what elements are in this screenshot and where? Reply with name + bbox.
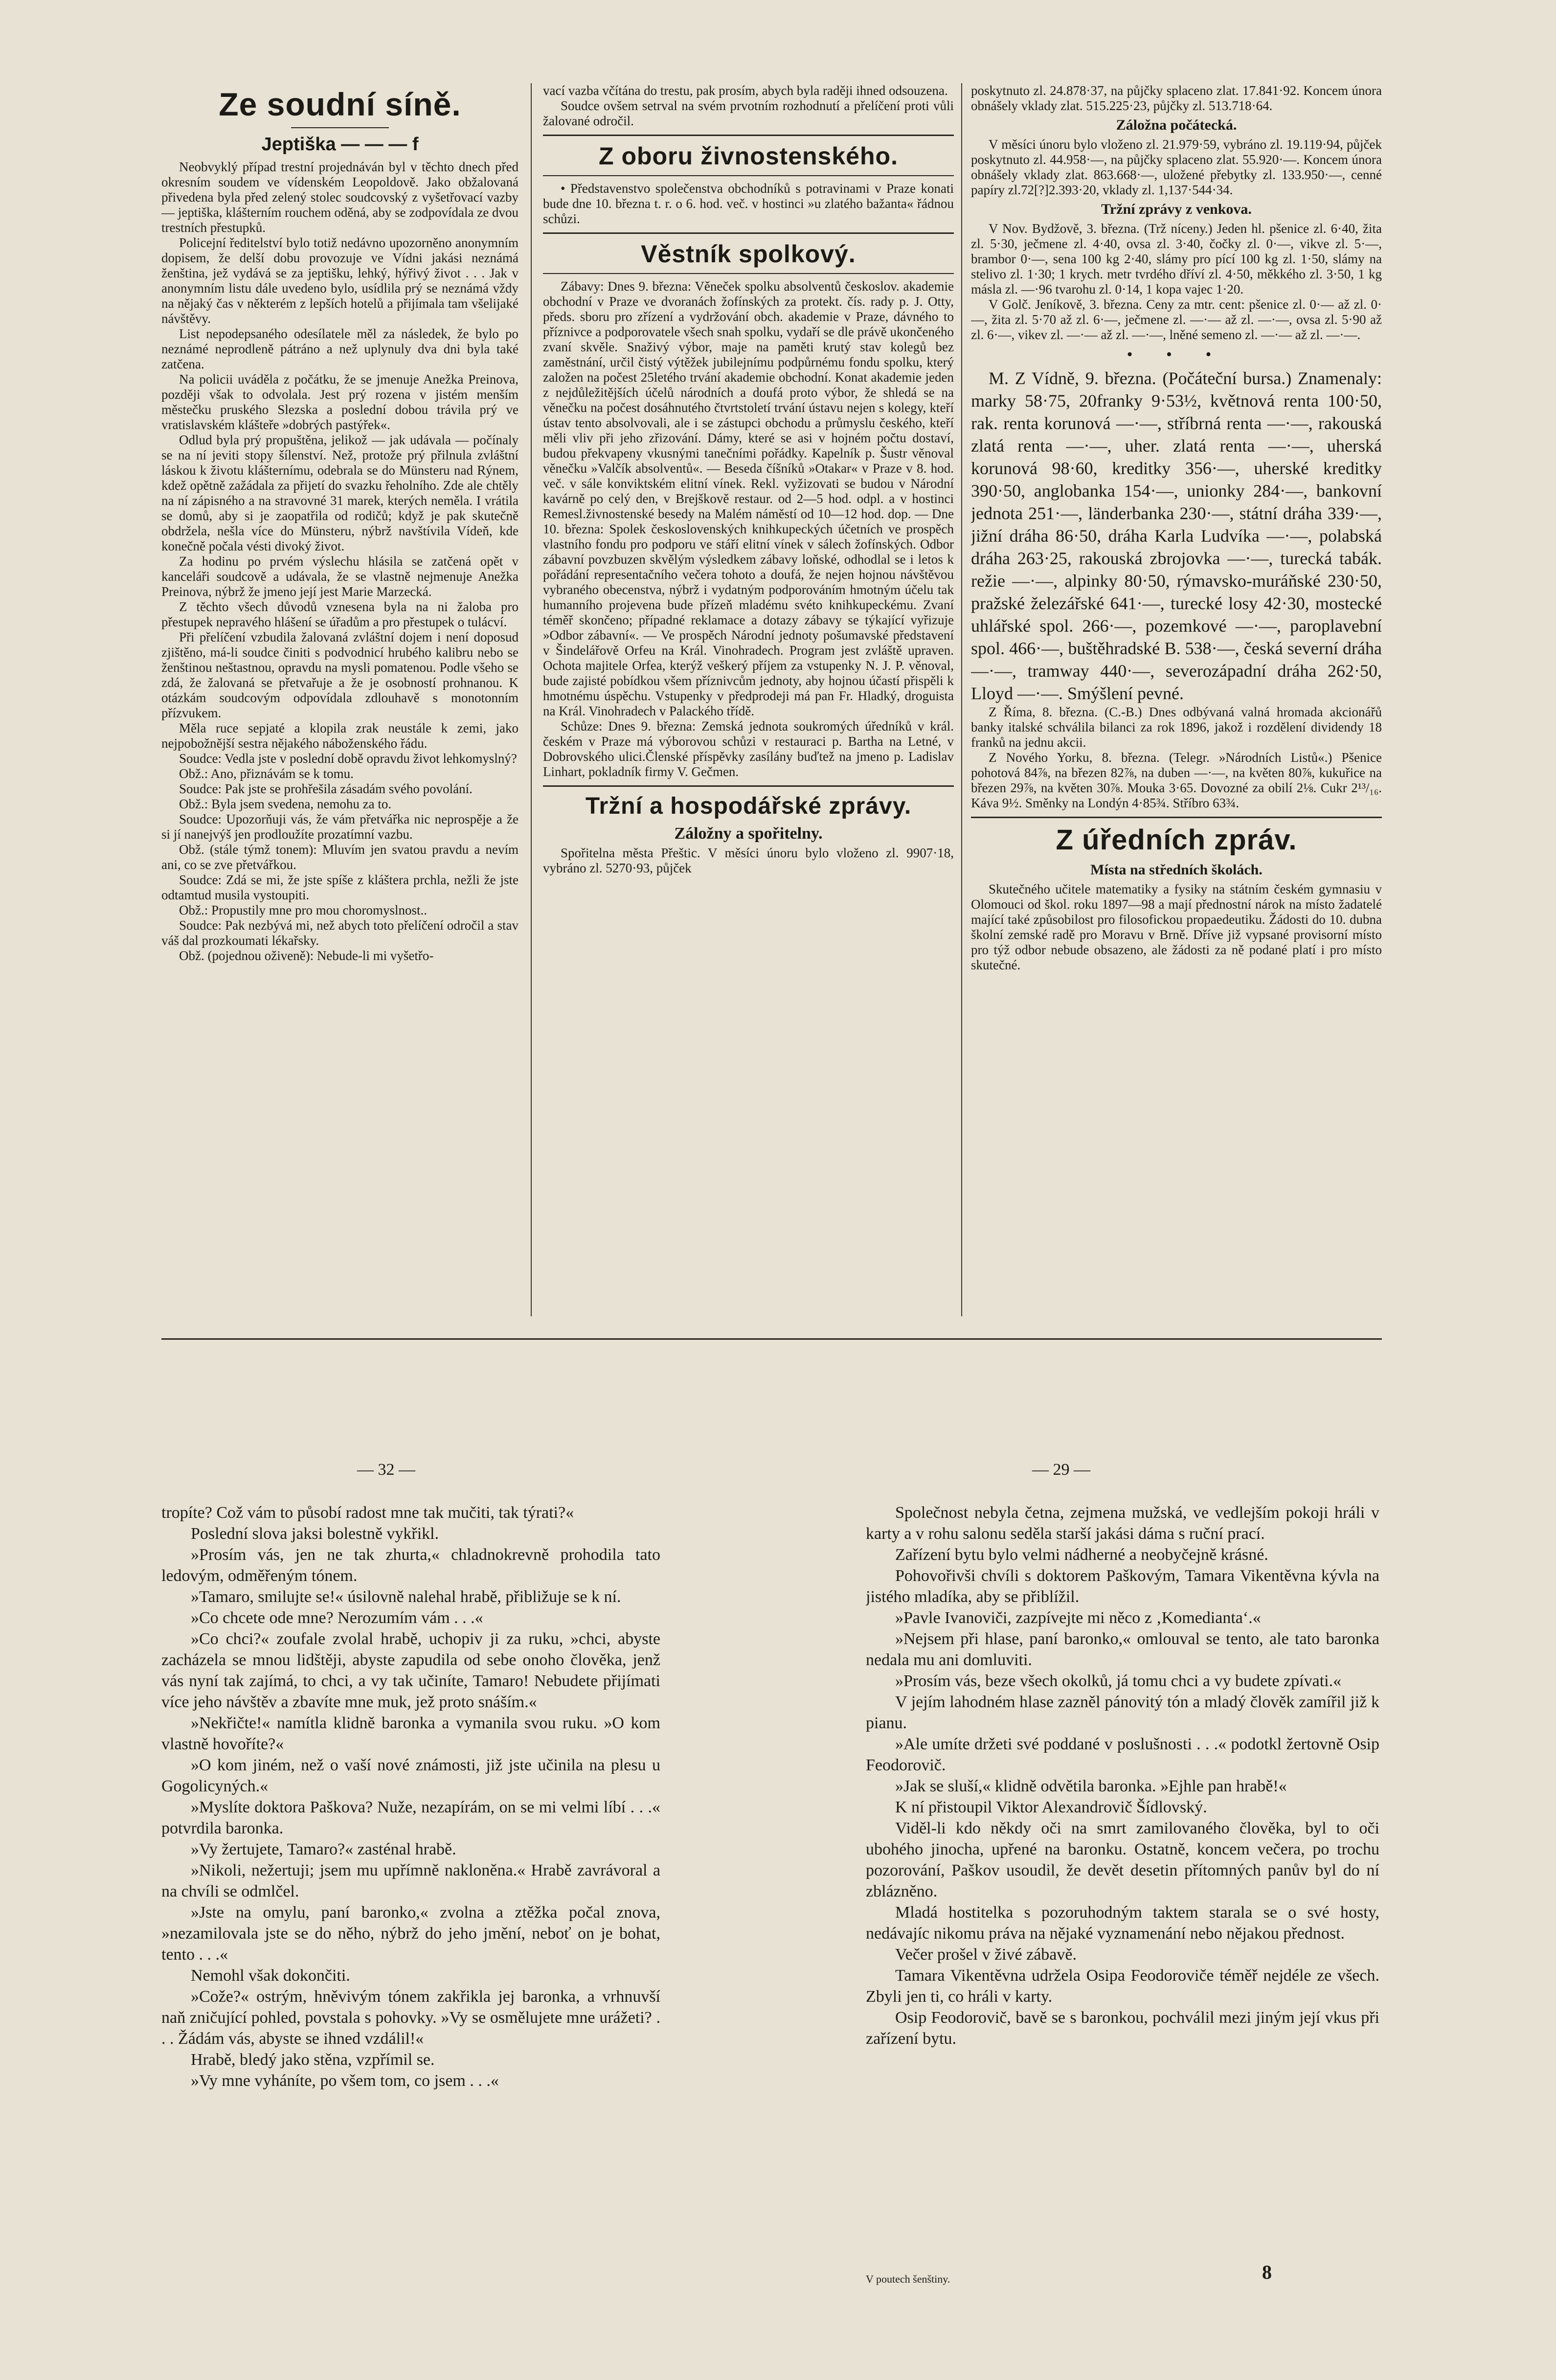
divider: [543, 785, 954, 787]
paragraph: »Myslíte doktora Paškova? Nuže, nezapírám, on se mi velmi líbí . . .« potvrdila baronka.: [161, 1798, 660, 1837]
article-body-nun: [161, 160, 519, 963]
subsection-title-savings: Záložny a spořitelny.: [674, 824, 823, 843]
paragraph: V jejím lahodném hlase zazněl pánovitý tón a mladý člověk zamířil již k pianu.: [866, 1693, 1379, 1732]
paragraph: Soudce: Vedla jste v poslední době opravdu život lehkomyslný?: [179, 751, 517, 766]
paragraph: Obž. (stále týmž tonem): Mluvím jen svatou pravdu a nevím ani, co se zve přetvářkou.: [161, 842, 519, 872]
paragraph: tropíte? Což vám to působí radost mne tak mučiti, tak týrati?«: [161, 1504, 574, 1522]
divider: [543, 135, 954, 136]
paragraph: »Cože?« ostrým, hněvivým tónem zakřikla jej baronka, a vrhnuvší naň zničující pohled, povstala s pohovky. »Vy se osmělujete mne urážeti? . . . Žádám vás, abyste se ihned vzdálil!«: [161, 1988, 660, 2048]
paragraph-stock-exchange: M. Z Vídně, 9. března. (Počáteční bursa.) Znamenaly: marky 58·75, 20franky 9·53½, květnová renta 100·50, rak. renta korunová —·—, stříbrná renta —·—, rakouská zlatá renta —·—, uher. zlatá renta —·—, uherská korunová 98·60, kreditky 356·—, uherské kreditky 390·50, anglobanka 154·—, unionky 284·—, bankovní jednota 251·—, länderbanka 230·—, státní dráha 339·—, jižní dráha 86·50, dráha Karla Ludvíka —·—, polabská dráha 263·25, rakouská zbrojovka —·—, turecká tabák. režie —·—, alpinky 80·50, rýmavsko-muráňské 230·50, pražské železářské 641·—, turecké losy 42·30, mostecké uhlářské spol. 266·—, pozemkové —·—, paroplavební spol. 466·—, buštěhradské B. 538·—, česká severní dráha —·—, tramway 440·—, severozápadní dráha 262·50, Lloyd —·—. Smýšlení pevné.: [971, 368, 1382, 703]
paragraph: Skutečného učitele matematiky a fysiky na státním českém gymnasiu v Olomouci od škol. roku 1897—98 a mají přednostní nárok na místo žadatelé mající také způsobilost pro filosofickou propaedeutiku. Žádosti do 10. dubna školní zemské radě pro Moravu v Brně. Dříve již vypsané provisorní místo pro týž odbor nebude obsazeno, ale žádosti za ně podané platí i pro místo skutečné.: [971, 882, 1382, 972]
paragraph: Z těchto všech důvodů vznesena byla na ni žaloba pro přestupek nepravého hlášení se úřadům a pro přestupek o tulácví.: [161, 599, 519, 629]
paragraph: Při přelíčení vzbudila žalovaná zvláštní dojem i není doposud zjištěno, má-li soudce činiti s podvodnicí hrubého kalibru nebo se ženštinou neštastnou, opravdu na mysli pomatenou. Podle všeho se zdá, že žalovaná se přetvařuje a že je osobností prohnanou. K otázkám soudcovým odpovídala zdlouhavě s monotonním přízvukem.: [161, 630, 519, 720]
paragraph: Zábavy: Dnes 9. března: Věneček spolku absolventů českoslov. akademie obchodní v Praze ve dvoranách žofínských za protekt. čís. rady p. J. Otty, předs. sboru pro zřízení a vydržování obch. akademie v Praze, dávného to příznivce a podporovatele všech snah spolku, vydaří se dle právě ukončeného zvaní skvěle. Snaživý výbor, maje na paměti krutý stav kolegů bez zaměstnání, určil čistý výtěžek jubilejnímu podpůrnému fondu spolku, který založen na počest 25letého trvání akademie obchodní. Konat akademie jeden z nejdůležitějších účelů národních a doufá proto výbor, že shledá se na věnečku na počest dosáhnutého čtvrtstoletí trvání ústavu nejen s kolegy, kteří ústav tento absolvovali, ale i se zástupci obchodu a průmyslu českého, kteří měli vliv při jeho zřizování. Dámy, které se asi v hojném počtu dostaví, budou překvapeny vkusnými tanečními pořádky. Kapelník p. Šustr věnoval věnečku »Valčík absolventů«. — Beseda číšníků »Otakar« v Praze v 8. hod. več. v sále konviktském elitní vínek. Rekl. vyžizovati se budou v Národní kavárně po celý den, v Brejškově restaur. od 2—5 hod. odpl. a v hostinci Remesl.živnostenské besedy na Malém náměstí od 10—12 hod. dop. — Dne 10. března: Spolek československých knihkupeckých účetních ve prospěch vlastního fondu pro podporu ve stáří elitní vínek v sálech žofínských. Odbor zábavní povzbuzen skvělým výsledkem zábavy loňské, odhodlal se i letos k pořádání representačního večera tohoto a doufá, že nejen hojnou návštěvou vybraného obecenstva, nýbrž i vydatným podporováním hmotným účelu tak humanního projevena bude přízeň mladému svéto knihkupeckému. Zvaní téměř skončeno; případné reklamace a dotazy zábavy se týkající vyřizuje »Odbor zábavní«. — Ve prospěch Národní jednoty pošumavské představení v Šindelářově Orfeu na Král. Vinohradech. Program jest zvláště upraven. Ochota majitele Orfea, kterýž veškerý příjem za vstupenky N. J. P. věnoval, bude zajisté pobídkou všem příznivcům jednoty, aby hojnou účastí přispěli k hmotnému úspěchu. Vstupenky v předprodeji má pan Fr. Hladký, droguista na Král. Vinohradech v Palackého třídě.: [543, 279, 954, 718]
book-page-left: [161, 1502, 660, 2246]
column-rule: [961, 83, 962, 1316]
paragraph: »Ale umíte držeti své poddané v poslušnosti . . .« podotkl žertovně Osip Feodorovič.: [866, 1735, 1379, 1774]
subsection-title: Místa na středních školách.: [1090, 862, 1263, 878]
bottom-rule-upper: [161, 1338, 1382, 1340]
book-page-right: [866, 1502, 1379, 2246]
paragraph: »Vy žertujete, Tamaro?« zasténal hrabě.: [191, 1840, 456, 1858]
sheet-number: 8: [1262, 2261, 1272, 2283]
subsection-title: Záložna počátecká.: [1116, 117, 1237, 133]
paragraph: »Vy mne vyháníte, po všem tom, co jsem . . .«: [191, 2072, 499, 2090]
book-footer-title: V poutech šenštiny.: [866, 2273, 950, 2285]
paragraph: »Jste na omylu, paní baronko,« zvolna a ztěžka počal znova, »nezamilovala jste se do něho, nýbrž do jeho jmění, neboť on je bohat, tento . . .«: [161, 1903, 660, 1964]
paragraph: »Nekřičte!« namítla klidně baronka a vymanila svou ruku. »O kom vlastně hovoříte?«: [161, 1714, 660, 1753]
paragraph: Odlud byla prý propuštěna, jelikož — jak udávala — počínaly se na ní jeviti stopy šílenství. Než, protože prý přilnula zvláštní láskou k životu klášternímu, odebrala se do Münsteru nad Rýnem, kdež opětně zažádala za přijetí do svazku řeholního. Zde ale chtěly na ní zápisného a na stravovné 31 marek, kterých neměla. I vrátila se domů, aby si je zaopatřila od rodičů; když je pak skutečně obdržela, nešla více do Münsteru, nýbrž navštívila Vídeň, kde konečně počala vésti divoký život.: [161, 433, 519, 553]
paragraph: Soudce: Zdá se mi, že jste spíše z kláštera prchla, nežli že jste odtamtud musila vystoupiti.: [161, 872, 519, 902]
section-headline-market: Tržní a hospodářské zprávy.: [585, 793, 912, 819]
paragraph: Policejní ředitelství bylo totiž nedávno upozorněno anonymním dopisem, že delší dobu provozuje ve Vídni jakási neznámá ženština, jež vydává se za jeptišku, lehký, hýřivý život . . . Jak v anonymním listu dále uvedeno bylo, usídlila prý se neznámá vždy na nějaký čas v některém z lepších hotelů a přijímala tam všelijaké návštěvy.: [161, 235, 519, 326]
left-column: [161, 83, 519, 1331]
divider: [971, 817, 1382, 818]
section-headline-clubs: Věstník spolkový.: [641, 240, 856, 268]
section-headline-official: Z úředních zpráv.: [1056, 824, 1297, 856]
paragraph: Viděl-li kdo někdy oči na smrt zamilovaného člověka, byl to oči ubohého jinocha, upřené na baronku. Ostatně, koncem večera, po trochu pozorování, Paškov usoudil, že devět desetin přítomných panův byl do ní zblázněno.: [866, 1819, 1379, 1900]
paragraph: Osip Feodorovič, bavě se s baronkou, pochválil mezi jiným její vkus při zařízení bytu.: [866, 2009, 1379, 2048]
divider: [543, 273, 954, 274]
paragraph: Společnost nebyla četna, zejmena mužská, ve vedlejším pokoji hráli v karty a v rohu salonu seděla starší jakási dáma s ruční prací.: [866, 1504, 1379, 1543]
paragraph: Obž. (pojednou oživeně): Nebude-li mi vyšetřo-: [179, 948, 434, 963]
subsection-title: Tržní zprávy z venkova.: [1101, 201, 1252, 217]
paragraph: »Prosím vás, beze všech okolků, já tomu chci a vy budete zpívati.«: [895, 1672, 1342, 1690]
page-number-left: — 32 —: [357, 1461, 415, 1479]
paragraph: V Golč. Jeníkově, 3. března. Ceny za mtr. cent: pšenice zl. 0·— až zl. 0·—, žita zl. 5·70 až zl. 6·—, ječmene zl. —·— až zl. —·—, ovsa zl. 5·90 až zl. 6·—, vikev zl. —·— až zl. —·—, lněné semeno zl. —·— až zl. —·—.: [971, 297, 1382, 342]
paragraph: Nemohl však dokončiti.: [191, 1967, 350, 1985]
paragraph: Soudce: Upozorňuji vás, že vám přetvářka nic neprospěje a že si jí nanejvýš jen prodloužíte prozatímní vazbu.: [161, 812, 519, 842]
paragraph: Neobvyklý případ trestní projednáván byl v těchto dnech před okresním soudem ve vídenském Leopoldově. Jako obžalovaná přivedena byla před zelený stolec soudcovský z vyšetřovací vazby — jeptiška, klášterním rouchem oděná, aby se zodpovídala ze dvou trestních přestupků.: [161, 160, 519, 235]
paragraph: »Prosím vás, jen ne tak zhurta,« chladnokrevně prohodila tato ledovým, odměřeným tónem.: [161, 1546, 660, 1585]
paragraph: vací vazba včítána do trestu, pak prosím, abych byla raději ihned odsouzena.: [543, 83, 948, 98]
paragraph: »Nejsem při hlase, paní baronko,« omlouval se tento, ale tato baronka nedala mu ani domluviti.: [866, 1630, 1379, 1669]
paragraph: »Co chcete ode mne? Nerozumím vám . . .«: [191, 1609, 483, 1627]
paragraph: Soudce: Pak nezbývá mi, než abych toto přelíčení odročil a stav váš dal prozkoumati lékařsky.: [161, 918, 519, 948]
section-headline-court: Ze soudní síně.: [219, 86, 461, 122]
paragraph: • Představenstvo společenstva obchodníků s potravinami v Praze konati bude dne 10. března t. r. o 6. hod. več. v hostinci »u zlatého bažanta« řádnou schůzi.: [543, 181, 954, 226]
paragraph: poskytnuto zl. 24.878·37, na půjčky splaceno zlat. 17.841·92. Koncem února obnášely vklady zlat. 515.225·23, půjčky zl. 513.718·64.: [971, 83, 1382, 113]
right-column: [971, 83, 1382, 1331]
column-rule: [531, 83, 532, 1316]
section-headline-trade: Z oboru živnostenského.: [599, 142, 898, 170]
paragraph: »Nikoli, nežertuji; jsem mu upřímně nakloněna.« Hrabě zavrávoral a na chvíli se odmlčel.: [161, 1861, 660, 1900]
paragraph: Spořitelna města Přeštic. V měsíci únoru bylo vloženo zl. 9907·18, vybráno zl. 5270·93, půjček: [543, 846, 954, 875]
paragraph: Obž.: Byla jsem svedena, nemohu za to.: [179, 797, 392, 811]
paragraph: Soudce: Pak jste se prohřešila zásadám svého povolání.: [179, 781, 473, 796]
paragraph: Tamara Vikentěvna udržela Osipa Feodoroviče téměř nejdéle ze všech. Zbyli jen ti, co hráli v karty.: [866, 1967, 1379, 2006]
paragraph: V měsíci únoru bylo vloženo zl. 21.979·59, vybráno zl. 19.119·94, půjček poskytnuto zl. 44.958·—, na půjčky splaceno zlat. 55.920·—. Koncem února obnášely vklady zlat. 863.668·—, uložené přebytky zl. 133.950·—, cenné papíry zl.72[?]2.393·20, vklady zl. 1,137·544·34.: [971, 137, 1382, 197]
paragraph: Měla ruce sepjaté a klopila zrak neustále k zemi, jako nejpobožnější sestra nějakého náboženského řádu.: [161, 721, 519, 751]
divider: [543, 232, 954, 234]
paragraph: »Jak se sluší,« klidně odvětila baronka. »Ejhle pan hrabě!«: [895, 1777, 1287, 1795]
separator-dots: • • •: [1127, 345, 1226, 364]
paragraph: Obž.: Ano, přiznávám se k tomu.: [179, 766, 354, 781]
paragraph: Z Nového Yorku, 8. března. (Telegr. »Národních Listů«.) Pšenice pohotová 84⅞, na březen 82⅞, na duben —·—, na květen 80⅞, kukuřice na březen 29⅞, na květen 30⅞. Mouka 3·65. Dovozné za obilí 2⅛. Cukr 2¹³/₁₆. Káva 9½. Směnky na Londýn 4·85¾. Stříbro 63¾.: [971, 750, 1382, 810]
paragraph: Poslední slova jaksi bolestně vykřikl.: [191, 1525, 439, 1543]
paragraph: Za hodinu po prvém výslechu hlásila se zatčená opět v kanceláři soudcově a udávala, že se vlastně nejmenuje Anežka Preinova, nýbrž že jmeno její jest Marie Marzecká.: [161, 554, 519, 599]
paragraph: V Nov. Bydžově, 3. března. (Trž nícenу.) Jeden hl. pšenice zl. 6·40, žita zl. 5·30, ječmene zl. 4·40, ovsa zl. 3·40, čočky zl. 0·—, vikve zl. 5·—, brambor 0·—, sena 100 kg 2·40, slámy pro pící 100 kg zl. 1·50, slámy na stelivo zl. 1·30; 1 krych. metr tvrdého dříví zl. 4·50, měkkého zl. 3·50, 1 kg másla zl. —·96 tvarohu zl. 0·14, 1 kopa vajec 1·20.: [971, 221, 1382, 297]
paragraph: »Tamaro, smilujte se!« úsilovně nalehal hrabě, přibližuje se k ní.: [191, 1588, 621, 1606]
paragraph: »Pavle Ivanoviči, zazpívejte mi něco z ‚Komedianta‘.«: [895, 1609, 1261, 1627]
divider: [291, 127, 389, 128]
paragraph: Obž.: Propustily mne pro mou choromyslnost..: [179, 903, 427, 917]
paragraph: Pohovořivši chvíli s doktorem Paškovým, Tamara Vikentěvna kývla na jistého mladíka, aby se přiblížil.: [866, 1567, 1379, 1606]
paragraph: K ní přistoupil Viktor Alexandrovič Šídlovský.: [895, 1798, 1207, 1816]
page-number-right: — 29 —: [1032, 1461, 1090, 1479]
paragraph: List nepodepsaného odesílatele měl za následek, že bylo po neznámé neprodleně pátráno a než uplynuly dva dni byla také zatčena.: [161, 326, 519, 371]
paragraph: Soudce ovšem setrval na svém prvotním rozhodnutí a přelíčení proti vůli žalované odročil.: [543, 98, 954, 128]
paragraph: Mladá hostitelka s pozoruhodným taktem starala se o své hosty, nedávajíc nikomu práva na nějaké vyznamenání nebo nějakou přednost.: [866, 1903, 1379, 1943]
paragraph: Zařízení bytu bylo velmi nádherné a neobyčejně krásné.: [895, 1546, 1268, 1564]
paragraph: Hrabě, bledý jako stěna, vzpřímil se.: [191, 2051, 435, 2069]
paragraph: Večer prošel v živé zábavě.: [895, 1945, 1077, 1964]
paragraph: »Co chci?« zoufale zvolal hrabě, uchopiv ji za ruku, »chci, abyste zacházela se mnou lidštěji, abyste zapudila od sebe onoho člověka, jenž vás nyní tak zajímá, to chci, a vy tak učiníte, Tamaro! Nebudete přijímati více jeho návštěv a zbavíte mne muk, jež proto snáším.«: [161, 1630, 660, 1711]
middle-column: [543, 83, 954, 1331]
paragraph: »O kom jiném, než o vaší nové známosti, již jste učinila na plesu u Gogolicyných.«: [161, 1756, 660, 1795]
paragraph: Na policii uváděla z počátku, že se jmenuje Anežka Preinova, později však to odvolala. Jest prý rozena v jistém menším městečku pruského Slezska a poslední dobou trávila prý ve vratislavském klášteře »dobrých pastýřek«.: [161, 372, 519, 432]
divider: [543, 175, 954, 176]
paragraph: Schůze: Dnes 9. března: Zemská jednota soukromých úředníků v král. českém v Praze má výborovou schůzi v restauraci p. Bartha na Letné, v Dobrovského ulici.Členské příspěvky zasílány buďtež na jmeno p. Ladislav Linhart, pokladník firmy V. Gečmen.: [543, 719, 954, 779]
paragraph: Z Říma, 8. března. (C.-B.) Dnes odbývaná valná hromada akcionářů banky italské schválila bilanci za rok 1896, jakož i rozdělení dividendy 18 franků na jednu akcii.: [971, 705, 1382, 750]
article-title-nun: Jeptiška — — — f: [261, 134, 419, 155]
